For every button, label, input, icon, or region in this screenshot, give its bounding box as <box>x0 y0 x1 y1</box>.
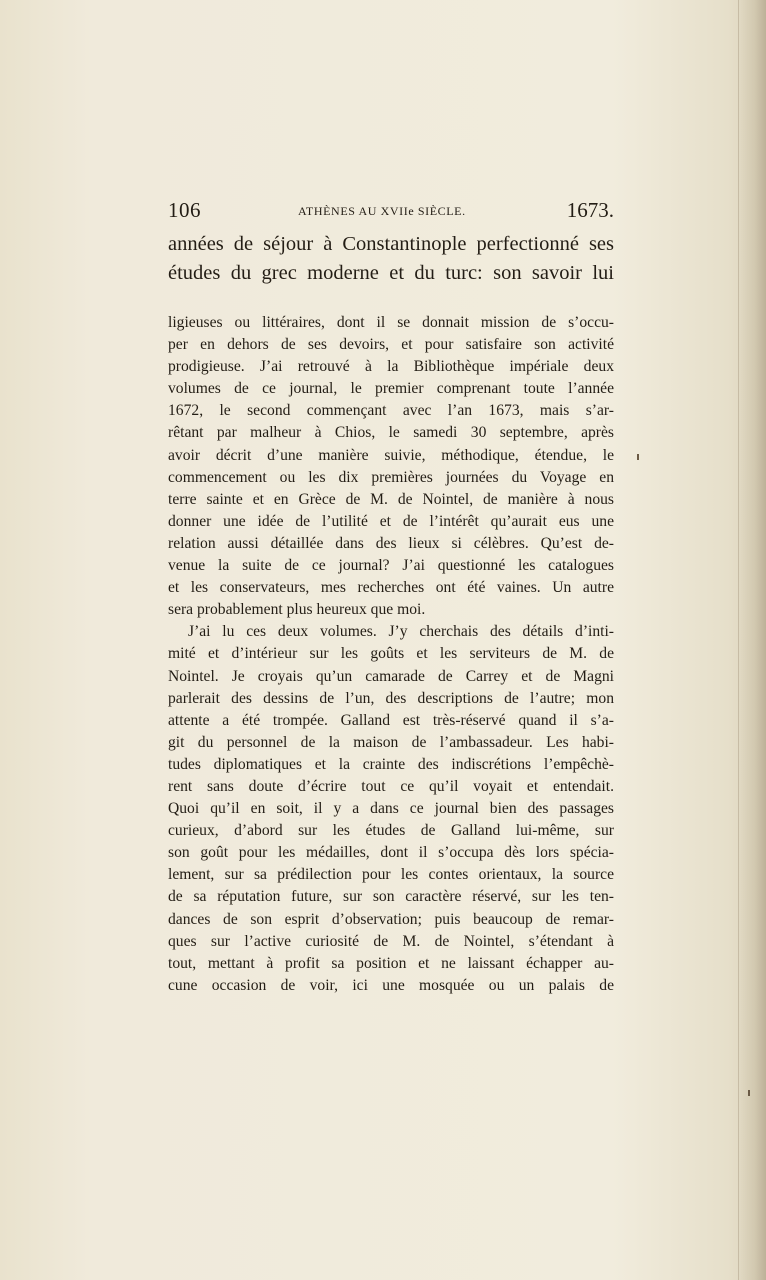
text-line: Nointel. Je croyais qu’un camarade de Carrey et de Magni <box>168 667 614 685</box>
margin-mark <box>748 1090 750 1096</box>
text-line: 1672, le second commençant avec l’an 1673, mais s’ar- <box>168 402 614 420</box>
intro-line: études du grec moderne et du turc: son savoir lui <box>168 262 614 284</box>
text-line: rent sans doute d’écrire tout ce qu’il voyait et entendait. <box>168 777 614 795</box>
text-line: et les conservateurs, mes recherches ont été vaines. Un autre <box>168 579 614 597</box>
text-line: tudes diplomatiques et la crainte des indiscrétions l’empêchè- <box>168 755 614 773</box>
page-edge-shadow <box>738 0 766 1280</box>
text-line: attente a été trompée. Galland est très-réservé quand il s’a- <box>168 711 614 729</box>
text-line: git du personnel de la maison de l’ambassadeur. Les habi- <box>168 733 614 751</box>
page-header <box>168 198 614 228</box>
text-line: volumes de ce journal, le premier comprenant toute l’année <box>168 380 614 398</box>
paragraph-start-line: J’ai lu ces deux volumes. J’y cherchais des détails d’inti- <box>188 623 614 641</box>
intro-line: années de séjour à Constantinople perfectionné ses <box>168 233 614 255</box>
text-line: prodigieuse. J’ai retrouvé à la Bibliothèque impériale deux <box>168 358 614 376</box>
text-line: dances de son esprit d’observation; puis beaucoup de remar- <box>168 910 614 928</box>
text-line: curieux, d’abord sur les études de Galland lui-même, sur <box>168 822 614 840</box>
text-line: per en dehors de ses devoirs, et pour satisfaire son activité <box>168 336 614 354</box>
running-head: ATHÈNES AU XVIIe SIÈCLE. <box>298 204 466 218</box>
paragraph-end-line: sera probablement plus heureux que moi. <box>168 601 426 619</box>
text-line: parlerait des dessins de l’un, des descriptions de l’autre; mon <box>168 689 614 707</box>
text-line: ques sur l’active curiosité de M. de Nointel, s’étendant à <box>168 932 614 950</box>
margin-mark <box>637 454 639 460</box>
text-line: Quoi qu’il en soit, il y a dans ce journal bien des passages <box>168 800 614 818</box>
text-line: son goût pour les médailles, dont il s’occupa dès lors spécia- <box>168 844 614 862</box>
page-number: 106 <box>168 198 201 222</box>
text-line: avoir décrit d’une manière suivie, méthodique, étendue, le <box>168 446 614 464</box>
text-line: relation aussi détaillée dans des lieux si célèbres. Qu’est de- <box>168 534 614 552</box>
text-line: cune occasion de voir, ici une mosquée ou un palais de <box>168 976 614 994</box>
text-line: ligieuses ou littéraires, dont il se donnait mission de s’occu- <box>168 314 614 331</box>
text-line: rêtant par malheur à Chios, le samedi 30 septembre, après <box>168 424 614 442</box>
intro-text <box>168 230 614 288</box>
body-text <box>168 312 614 997</box>
text-line: tout, mettant à profit sa position et ne laissant échapper au- <box>168 954 614 972</box>
text-line: mité et d’intérieur sur les goûts et les serviteurs de M. de <box>168 645 614 663</box>
text-line: terre sainte et en Grèce de M. de Nointel, de manière à nous <box>168 490 614 508</box>
text-line: commencement ou les dix premières journées du Voyage en <box>168 468 614 486</box>
text-line: lement, sur sa prédilection pour les contes orientaux, la source <box>168 866 614 884</box>
text-line: donner une idée de l’utilité et de l’intérêt qu’aurait eus une <box>168 512 614 530</box>
text-line: de sa réputation future, sur son caractère réservé, sur les ten- <box>168 888 614 906</box>
text-line: venue la suite de ce journal? J’ai questionné les catalogues <box>168 557 614 575</box>
header-year: 1673. <box>566 198 614 222</box>
